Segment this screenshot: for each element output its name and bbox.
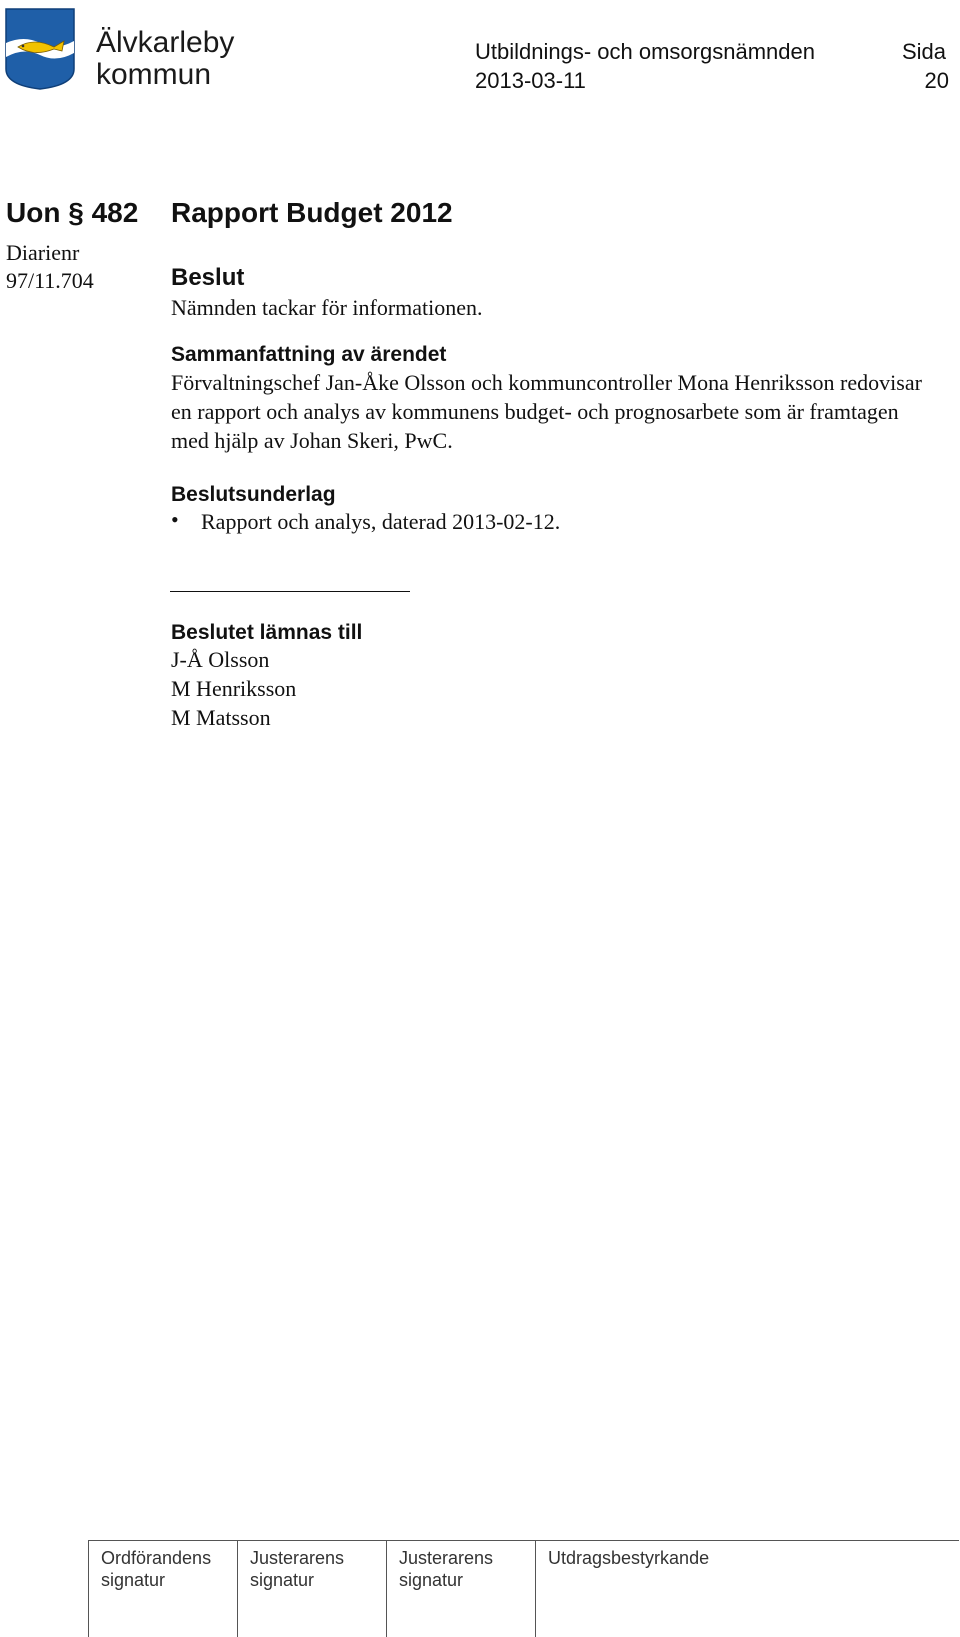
decision-basis-heading: Beslutsunderlag	[171, 483, 336, 506]
meeting-date: 2013-03-11	[475, 68, 586, 93]
adjuster2-signature-cell	[387, 1541, 536, 1637]
divider-line	[170, 591, 410, 592]
beslut-text: Nämnden tackar för informationen.	[171, 295, 483, 320]
paragraph-id	[6, 197, 138, 229]
diarienr-value: 97/11.704	[6, 268, 94, 293]
page-title: Rapport Budget 2012	[171, 197, 453, 228]
chair-signature-label: Ordförandens	[101, 1548, 212, 1568]
chair-signature-cell	[89, 1541, 238, 1637]
municipality-crest-logo	[4, 7, 76, 91]
board-name: Utbildnings- och omsorgsnämnden	[475, 39, 815, 64]
municipality-name-line1: Älvkarleby	[96, 26, 235, 59]
signature-table	[88, 1540, 959, 1637]
summary-text: Förvaltningschef Jan-Åke Olsson och kommuncontroller Mona Henriksson redovisar en rapport och analys av kommunens budget- och prognosarbete som är framtagen med hjälp av Johan Skeri, PwC.	[171, 370, 922, 453]
recipients-list	[171, 645, 296, 732]
recipient-item: J-Å Olsson	[171, 647, 270, 672]
municipality-name	[96, 27, 234, 91]
diarienr-label: Diarienr	[6, 240, 80, 265]
summary-heading: Sammanfattning av ärendet	[171, 343, 447, 366]
page-number: 20	[924, 68, 949, 93]
chair-signature-sub: signatur	[101, 1570, 166, 1590]
adjuster1-signature-label: Justerarens	[250, 1548, 345, 1568]
recipient-item: M Matsson	[171, 705, 271, 730]
adjuster2-signature-sub: signatur	[399, 1570, 464, 1590]
municipality-name-line2: kommun	[96, 58, 212, 91]
recipients-heading: Beslutet lämnas till	[171, 621, 363, 644]
recipient-item: M Henriksson	[171, 676, 297, 701]
page-label: Sida	[902, 39, 947, 64]
adjuster1-signature-cell	[238, 1541, 387, 1637]
extract-certification-label: Utdragsbestyrkande	[548, 1548, 710, 1568]
beslut-heading: Beslut	[171, 264, 245, 291]
paragraph-number: 482	[91, 197, 139, 228]
decision-basis-item: Rapport och analys, daterad 2013-02-12.	[201, 509, 561, 534]
section-sign: §	[68, 197, 84, 228]
adjuster2-signature-label: Justerarens	[399, 1548, 494, 1568]
paragraph-prefix: Uon	[6, 197, 61, 228]
bullet-icon: •	[171, 507, 179, 532]
adjuster1-signature-sub: signatur	[250, 1570, 315, 1590]
extract-certification-cell	[536, 1541, 959, 1637]
